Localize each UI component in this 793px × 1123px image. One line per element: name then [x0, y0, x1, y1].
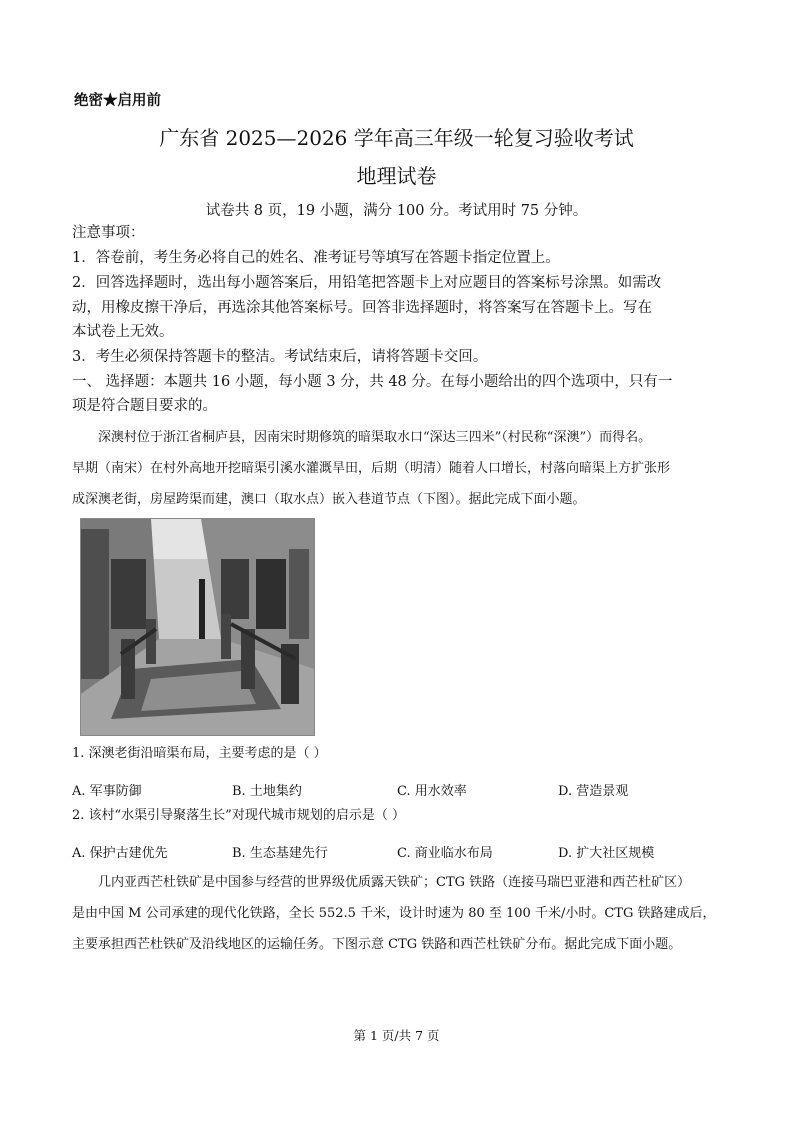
note-item: 本试卷上无效。 — [72, 324, 174, 340]
options-row — [72, 780, 712, 800]
option-c[interactable]: C. 商业临水布局 — [397, 846, 493, 861]
question-stem: 2. 该村“水渠引导聚落生长”对现代城市规划的启示是（ ） — [72, 808, 405, 823]
village-alley-photo — [80, 518, 315, 736]
passage-line: 是由中国 M 公司承建的现代化铁路，全长 552.5 千米，设计时速为 80 至 100 千米/小时。CTG 铁路建成后， — [72, 906, 716, 921]
exam-title: 广东省 2025—2026 学年高三年级一轮复习验收考试 — [159, 126, 634, 150]
option-a[interactable]: A. 军事防御 — [72, 784, 142, 799]
page-footer: 第 1 页/共 7 页 — [353, 1028, 440, 1043]
secret-mark: 绝密★启用前 — [74, 92, 161, 109]
note-item: 动，用橡皮擦干净后，再选涂其他答案标号。回答非选择题时，将答案写在答题卡上。写在 — [72, 300, 652, 316]
option-d[interactable]: D. 扩大社区规模 — [558, 846, 655, 861]
passage-line: 几内亚西芒杜铁矿是中国参与经营的世界级优质露天铁矿；CTG 铁路（连接马瑞巴亚港和西芒杜矿区） — [98, 875, 691, 890]
subject-title: 地理试卷 — [356, 164, 437, 188]
note-item: 2．回答选择题时，选出每小题答案后，用铅笔把答题卡上对应题目的答案标号涂黑。如需改 — [72, 275, 662, 291]
note-item: 1．答卷前，考生务必将自己的姓名、准考证号等填写在答题卡指定位置上。 — [72, 250, 560, 266]
question-stem: 1. 深澳老街沿暗渠布局，主要考虑的是（ ） — [72, 746, 327, 761]
section-heading-cont: 项是符合题目要求的。 — [72, 398, 217, 414]
passage-line: 深澳村位于浙江省桐庐县，因南宋时期修筑的暗渠取水口“深达三四米”（村民称“深澳”）而得名。 — [98, 430, 652, 445]
option-c[interactable]: C. 用水效率 — [397, 784, 467, 799]
option-b[interactable]: B. 土地集约 — [232, 784, 302, 799]
passage-line: 成深澳老街，房屋跨渠而建，澳口（取水点）嵌入巷道节点（下图）。据此完成下面小题。 — [72, 492, 586, 507]
note-item: 3．考生必须保持答题卡的整洁。考试结束后，请将答题卡交回。 — [72, 349, 488, 365]
passage-line: 主要承担西芒杜铁矿及沿线地区的运输任务。下图示意 CTG 铁路和西芒杜铁矿分布。据此完成下面小题。 — [72, 937, 682, 952]
options-row — [72, 842, 712, 862]
passage-line: 早期（南宋）在村外高地开挖暗渠引溪水灌溉旱田，后期（明清）随着人口增长，村落向暗渠上方扩张形 — [72, 461, 671, 476]
section-heading: 一、 选择题：本题共 16 小题，每小题 3 分，共 48 分。在每小题给出的四个选项中，只有一 — [72, 374, 673, 390]
option-a[interactable]: A. 保护古建优先 — [72, 846, 168, 861]
notes-heading: 注意事项： — [72, 225, 145, 241]
exam-info: 试卷共 8 页，19 小题，满分 100 分。考试用时 75 分钟。 — [205, 203, 588, 219]
option-b[interactable]: B. 生态基建先行 — [232, 846, 328, 861]
option-d[interactable]: D. 营造景观 — [558, 784, 629, 799]
